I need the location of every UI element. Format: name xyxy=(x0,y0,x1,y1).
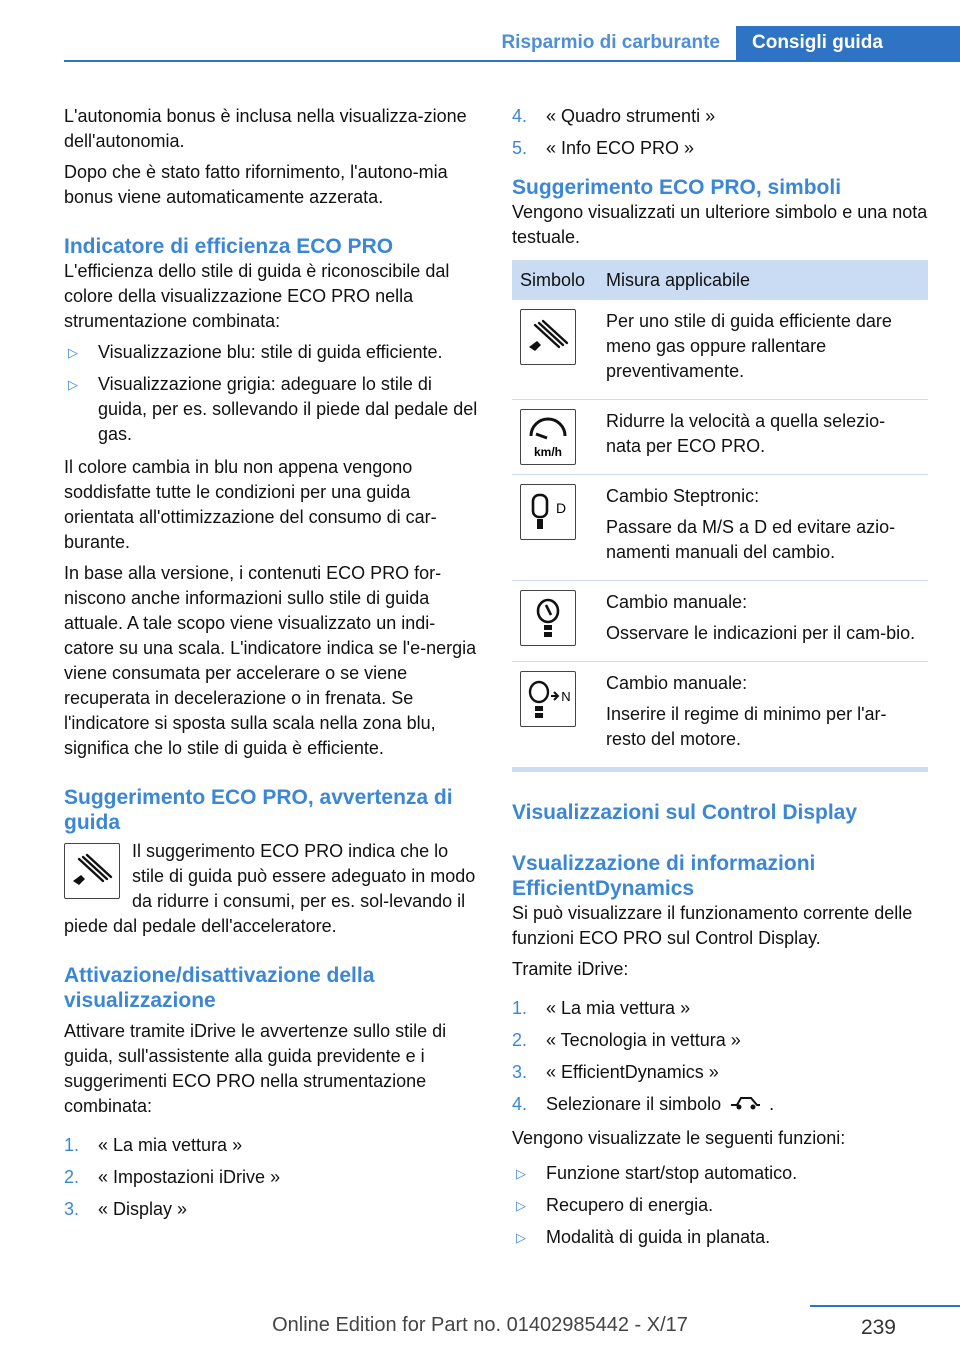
header-section-title: Risparmio di carburante xyxy=(501,32,720,53)
section-heading-activation: Attivazione/disattivazione della visualizzazione xyxy=(64,964,375,1012)
list-item: ▷ Modalità di guida in planata. xyxy=(512,1225,928,1250)
foot-pedal-icon xyxy=(64,843,120,899)
svg-text:D: D xyxy=(555,500,567,516)
kmh-speed-icon xyxy=(520,409,576,465)
table-header xyxy=(512,260,928,300)
table-row xyxy=(512,662,928,768)
svg-text:km/h: km/h xyxy=(533,445,563,459)
list-item: 4. « Quadro strumenti » xyxy=(512,106,716,126)
measure-text: Osservare le indicazioni per il cam-bio. xyxy=(606,623,916,643)
table-row xyxy=(512,581,928,662)
triangle-bullet-icon: ▷ xyxy=(68,345,78,360)
paragraph: Tramite iDrive: xyxy=(512,959,629,979)
column-header-measure: Misura applicabile xyxy=(598,260,928,300)
paragraph: L'autonomia bonus è inclusa nella visualizza-zione dell'autonomia. xyxy=(64,106,467,151)
paragraph: Dopo che è stato fatto rifornimento, l'autono-mia bonus viene automaticamente azzerata. xyxy=(64,162,448,207)
list-item: ▷ Visualizzazione grigia: adeguare lo stile di guida, per es. sollevando il piede dal pedale del gas. xyxy=(68,374,478,444)
symbol-table xyxy=(512,260,928,768)
list-item: 2. « Tecnologia in vettura » xyxy=(512,1030,741,1050)
triangle-bullet-icon: ▷ xyxy=(68,377,78,392)
measure-text: Cambio manuale: xyxy=(606,592,748,612)
list-item: ▷ Visualizzazione blu: stile di guida efficiente. xyxy=(64,340,480,365)
bullet-list xyxy=(64,340,480,447)
svg-text:N: N xyxy=(561,689,571,704)
measure-text: Ridurre la velocità a quella selezio-nata per ECO PRO. xyxy=(606,411,886,456)
paragraph: Vengono visualizzate le seguenti funzioni: xyxy=(512,1127,846,1148)
car-efficiency-icon xyxy=(727,1093,763,1118)
manual-gear-n-icon xyxy=(520,671,576,727)
numbered-list xyxy=(512,104,928,161)
right-column xyxy=(512,104,928,1258)
triangle-bullet-icon: ▷ xyxy=(516,1197,526,1213)
list-item: 1. « La mia vettura » xyxy=(512,998,691,1018)
section-heading-symbols: Suggerimento ECO PRO, simboli xyxy=(512,176,842,199)
measure-text: Cambio Steptronic: xyxy=(606,486,760,506)
measure-text: Per uno stile di guida efficiente dare meno gas oppure rallentare preventivamente. xyxy=(606,311,892,381)
table-row xyxy=(512,300,928,400)
section-heading-control-display: Visualizzazioni sul Control Display xyxy=(512,801,858,824)
measure-text: Cambio manuale: xyxy=(606,673,748,693)
header-chapter-tab: Consigli guida xyxy=(736,26,960,60)
list-item: 3. « EfficientDynamics » xyxy=(512,1062,719,1082)
list-item: 4. Selezionare il simbolo . xyxy=(512,1092,928,1118)
table-end-rule xyxy=(512,768,928,772)
footer-edition: Online Edition for Part no. 01402985442 - X/17 xyxy=(272,1314,688,1336)
column-header-symbol: Simbolo xyxy=(512,260,598,300)
list-item: 1. « La mia vettura » xyxy=(64,1135,243,1155)
table-row xyxy=(512,400,928,475)
numbered-list xyxy=(512,996,928,1118)
paragraph: Il colore cambia in blu non appena vengono soddisfatte tutte le condizioni per una guida orientata all'ottimizzazione del consumo di car-burante. xyxy=(64,457,437,552)
paragraph: L'efficienza dello stile di guida è riconoscibile dal colore della visualizzazione ECO PRO nella strumentazione combinata: xyxy=(64,261,450,331)
page-number: 239 xyxy=(860,1316,896,1339)
measure-text: Inserire il regime di minimo per l'ar-resto del motore. xyxy=(606,704,887,749)
paragraph: Attivare tramite iDrive le avvertenze sullo stile di guida, sull'assistente alla guida previdente e i suggerimenti ECO PRO nella strumentazione combinata: xyxy=(64,1021,447,1116)
warning-text: Il suggerimento ECO PRO indica che lo stile di guida può essere adeguato in modo da ridurre i consumi, per es. sol-levando il piede dal pedale dell'acceleratore. xyxy=(64,841,476,936)
page-number-rule xyxy=(810,1305,960,1307)
foot-pedal-icon xyxy=(520,309,576,365)
warning-block xyxy=(64,839,480,939)
numbered-list xyxy=(64,1133,480,1222)
paragraph: In base alla versione, i contenuti ECO PRO for-niscono anche informazioni sullo stile di guida attuale. A tale scopo viene visualizzato un indi-catore su una scala. L'indicatore indica se l'e-nergia viene consumata per accelerare o se viene recuperata in decelerazione o in frenata. Se l'indicatore si sposta sulla scala nella zona blu, significa che lo stile di guida è efficiente. xyxy=(64,563,477,758)
list-item: 5. « Info ECO PRO » xyxy=(512,138,695,158)
table-row xyxy=(512,475,928,581)
triangle-bullet-icon: ▷ xyxy=(516,1229,526,1245)
list-item: ▷ Recupero di energia. xyxy=(512,1193,928,1218)
steptronic-d-icon xyxy=(520,484,576,540)
paragraph: Si può visualizzare il funzionamento corrente delle funzioni ECO PRO sul Control Display. xyxy=(512,903,913,948)
list-item: 3. « Display » xyxy=(64,1199,188,1219)
bullet-list xyxy=(512,1161,928,1250)
left-column xyxy=(64,104,480,1230)
measure-text: Passare da M/S a D ed evitare azio-namenti manuali del cambio. xyxy=(606,517,896,562)
header-rule xyxy=(64,60,960,62)
manual-gear-icon xyxy=(520,590,576,646)
paragraph: Vengono visualizzati un ulteriore simbolo e una nota testuale. xyxy=(512,202,928,247)
section-heading-eco-pro-indicator: Indicatore di efficienza ECO PRO xyxy=(64,235,394,258)
triangle-bullet-icon: ▷ xyxy=(516,1165,526,1181)
section-heading-eco-pro-warning: Suggerimento ECO PRO, avvertenza di guida xyxy=(64,786,453,834)
list-item: ▷ Funzione start/stop automatico. xyxy=(512,1161,928,1186)
list-item: 2. « Impostazioni iDrive » xyxy=(64,1167,281,1187)
section-heading-efficientdynamics: Vsualizzazione di informazioni EfficientDynamics xyxy=(512,852,816,900)
